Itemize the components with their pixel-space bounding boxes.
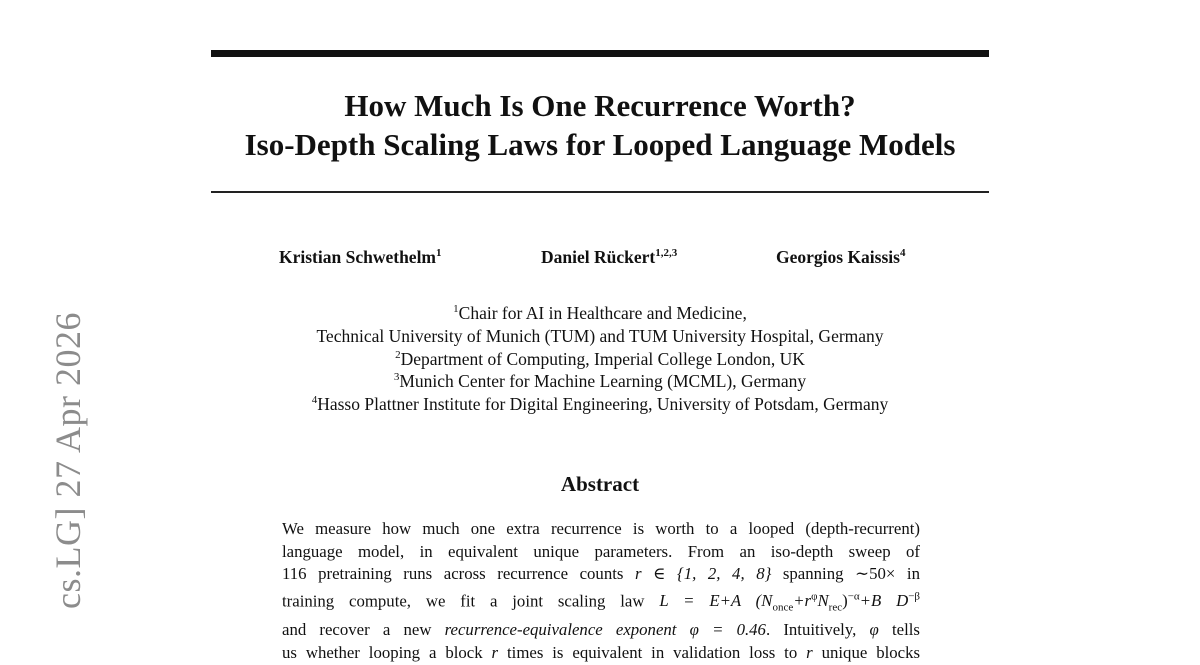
author-1 [279,247,442,268]
abstract-line [282,586,920,620]
abstract-text: unique blocks [821,642,921,662]
abstract-text: training compute, we fit a joint scaling law [282,591,645,611]
abstract-line: language model, in equivalent unique parameters. From an iso-depth sweep of [282,541,920,561]
math-superscript: −β [908,590,920,603]
affiliation-mark: 2 [395,348,401,361]
math-superscript: φ [811,590,818,603]
abstract-text: spanning [782,564,844,584]
affiliation-text: Technical University of Munich (TUM) and TUM University Hospital, Germany [316,325,884,346]
affiliation-text: Chair for AI in Healthcare and Medicine, [458,303,747,323]
abstract-line: We measure how much one extra recurrence is worth to a looped (depth-recurrent) [282,519,920,538]
affiliation-list [150,302,1050,416]
affiliation-mark: 1 [453,303,459,316]
abstract-text: tells [891,620,920,640]
abstract-text: in [906,564,920,584]
author-name: Georgios Kaissis [776,247,900,267]
abstract-text: times is equivalent in validation loss to [507,642,798,662]
abstract-body [282,518,920,665]
affiliation-mark: 4 [311,394,318,407]
scaling-law-formula [659,590,920,614]
math-inline: r [491,642,499,662]
abstract-line [282,642,920,665]
math-inline: +r [793,591,812,611]
math-superscript: −α [847,590,860,603]
math-inline: L = E+A (N [659,591,773,611]
author-2 [541,247,677,268]
author-name: Daniel Rückert [541,247,656,267]
math-with-punct [690,620,857,639]
paper-title [150,86,1050,164]
affiliation-line [150,325,1050,348]
abstract-heading: Abstract [560,472,640,496]
author-affiliation-mark: 1 [436,247,442,260]
author-name: Kristian Schwethelm [279,247,437,267]
affiliation-line [150,393,1050,416]
author-affiliation-mark: 4 [899,247,906,260]
author-list [0,247,1200,273]
affiliation-text: Hasso Plattner Institute for Digital Engineering, University of Potsdam, Germany [317,394,889,415]
affiliation-line [150,302,1050,325]
abstract-line [282,619,920,642]
math-inline: +B D [859,591,909,611]
author-3 [776,247,905,268]
top-rule [211,50,989,57]
math-inline: φ [869,620,879,640]
affiliation-text: Department of Computing, Imperial College London, UK [400,348,805,369]
affiliation-line [150,348,1050,371]
affiliation-mark: 3 [393,371,400,384]
abstract-line [282,563,920,586]
emphasis-text: recurrence-equivalence exponent [444,620,677,640]
math-inline: r ∈ {1, 2, 4, 8} [634,564,772,584]
math-subscript: once [772,601,794,614]
title-line-2: Iso-Depth Scaling Laws for Looped Language Models [244,127,956,162]
math-inline: ) [842,591,848,611]
abstract-text: us whether looping a block [282,642,483,662]
abstract-text: . Intuitively, [765,620,857,640]
math-inline: ∼50× [855,564,896,584]
math-inline: N [817,591,829,611]
title-rule [211,191,989,193]
author-affiliation-mark: 1,2,3 [655,247,678,260]
math-inline: r [806,642,813,662]
math-subscript: rec [828,601,843,614]
math-inline: φ = 0.46 [689,620,766,640]
abstract-text: 116 pretraining runs across recurrence counts [282,564,624,584]
affiliation-line [150,370,1050,393]
arxiv-side-stamp: cs.LG] 27 Apr 2026 [48,312,88,609]
title-line-1: How Much Is One Recurrence Worth? [344,88,856,123]
affiliation-text: Munich Center for Machine Learning (MCML), Germany [399,371,807,392]
abstract-text: and recover a new [282,620,432,640]
